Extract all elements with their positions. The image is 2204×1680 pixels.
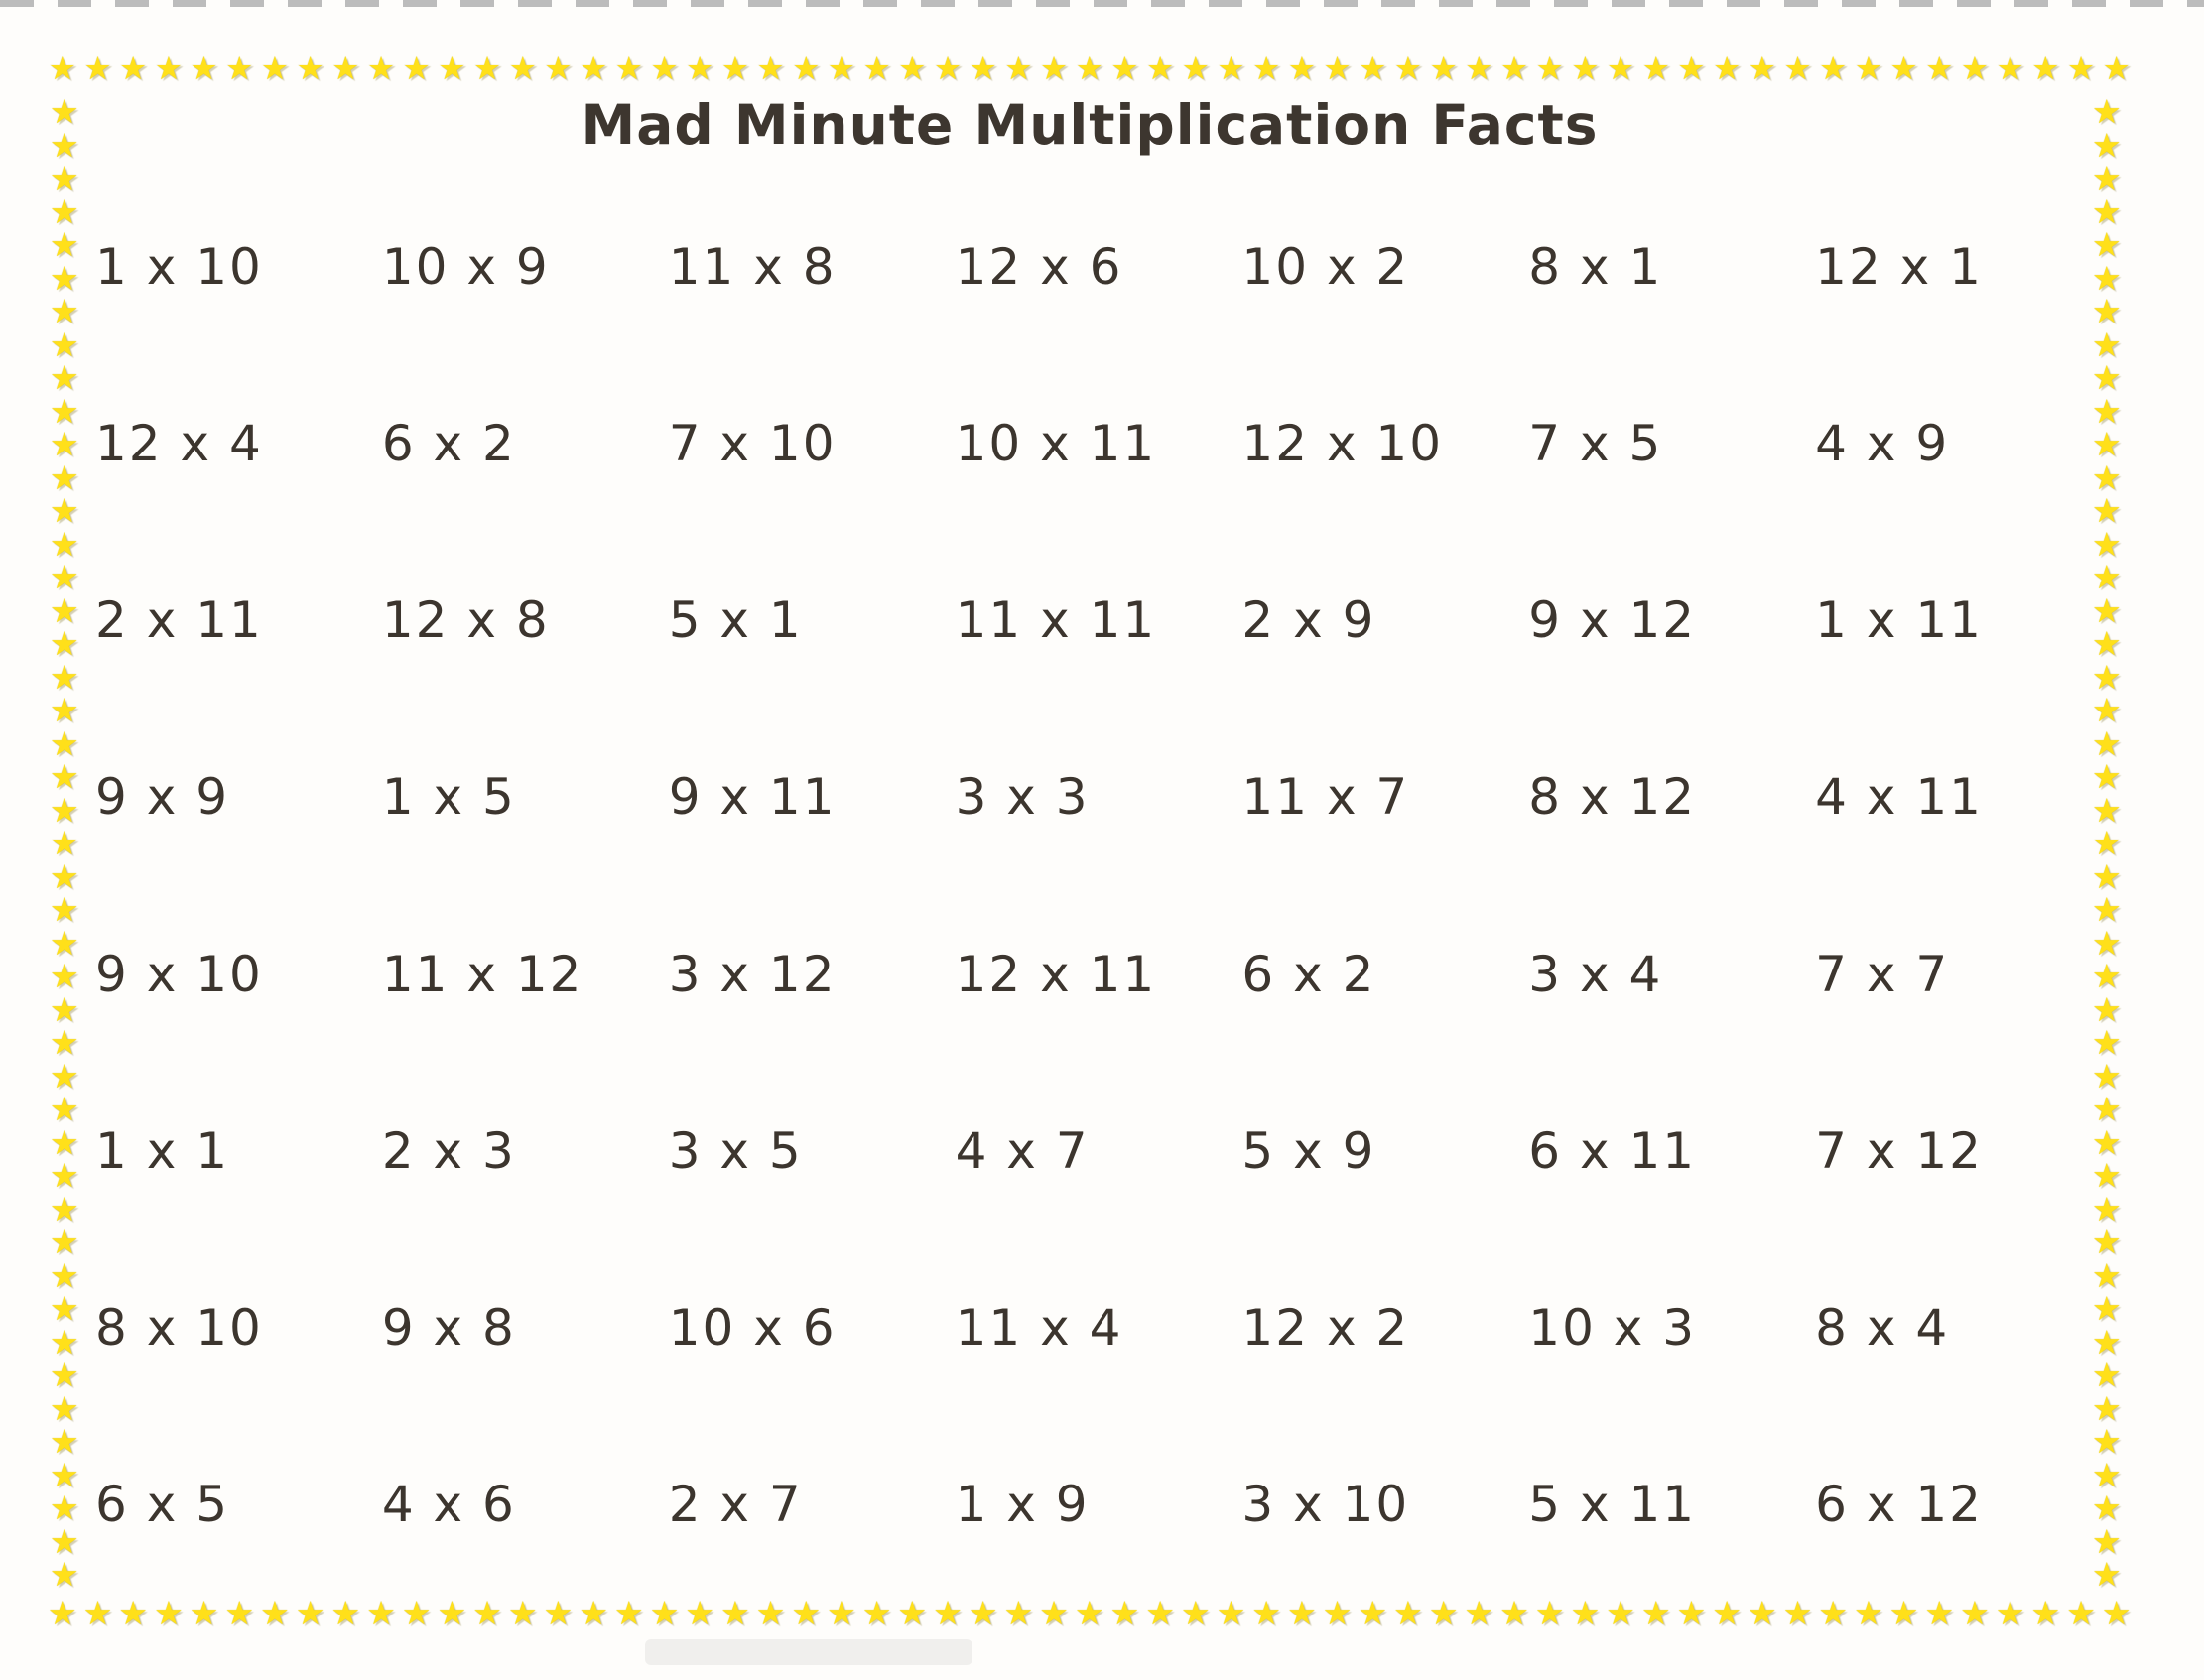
star-icon: ★ — [1358, 1594, 1388, 1632]
star-icon: ★ — [1039, 49, 1069, 87]
star-icon: ★ — [50, 1056, 79, 1096]
star-icon: ★ — [1854, 1594, 1883, 1632]
star-icon: ★ — [1924, 1594, 1955, 1632]
problem-cell: 3 x 5 — [668, 1121, 803, 1180]
star-icon: ★ — [1818, 49, 1848, 87]
star-icon: ★ — [861, 1594, 892, 1632]
star-icon: ★ — [2092, 358, 2122, 397]
problem-cell: 10 x 6 — [668, 1298, 837, 1357]
star-icon: ★ — [2092, 1189, 2122, 1228]
star-icon: ★ — [1322, 49, 1353, 87]
star-icon: ★ — [1570, 1594, 1601, 1632]
star-icon: ★ — [1782, 1594, 1813, 1632]
star-icon: ★ — [1995, 1594, 2025, 1632]
star-border-bottom — [48, 1594, 2132, 1634]
star-icon: ★ — [50, 324, 79, 364]
star-icon: ★ — [507, 49, 538, 87]
problem-cell: 9 x 8 — [381, 1298, 516, 1357]
problem-cell: 12 x 2 — [1241, 1298, 1410, 1357]
star-icon: ★ — [1782, 49, 1813, 87]
star-icon: ★ — [1181, 1594, 1211, 1632]
star-icon: ★ — [507, 1594, 538, 1632]
problem-cell: 4 x 9 — [1815, 415, 1950, 473]
problem-cell: 8 x 4 — [1815, 1298, 1950, 1357]
star-icon: ★ — [437, 1594, 467, 1632]
star-icon: ★ — [2092, 1521, 2122, 1561]
scan-artifact-top — [0, 0, 2204, 7]
problem-cell: 6 x 5 — [95, 1475, 229, 1533]
star-icon: ★ — [50, 225, 79, 264]
star-icon: ★ — [50, 590, 79, 630]
problem-cell: 12 x 10 — [1241, 415, 1444, 473]
star-icon: ★ — [2101, 1594, 2132, 1632]
star-icon: ★ — [50, 558, 79, 596]
problem-cell: 11 x 4 — [955, 1298, 1123, 1357]
star-icon: ★ — [401, 49, 432, 87]
problem-cell: 4 x 6 — [381, 1475, 516, 1533]
star-icon: ★ — [50, 1488, 79, 1527]
star-icon: ★ — [1428, 49, 1459, 87]
star-icon: ★ — [2092, 723, 2122, 763]
star-icon: ★ — [685, 49, 714, 87]
star-icon: ★ — [2092, 1255, 2122, 1295]
star-icon: ★ — [330, 49, 361, 87]
star-icon: ★ — [2092, 1090, 2122, 1128]
star-icon: ★ — [1322, 1594, 1353, 1632]
star-icon: ★ — [614, 1594, 644, 1632]
star-icon: ★ — [2092, 1322, 2122, 1361]
star-icon: ★ — [50, 1189, 79, 1228]
problem-cell: 1 x 1 — [95, 1121, 229, 1180]
problem-cell: 1 x 10 — [95, 238, 263, 297]
star-icon: ★ — [50, 1455, 79, 1494]
star-icon: ★ — [2092, 1023, 2122, 1062]
star-icon: ★ — [1464, 1594, 1494, 1632]
star-icon: ★ — [1109, 49, 1140, 87]
problems-grid — [95, 179, 2102, 1593]
problem-cell: 12 x 6 — [955, 238, 1123, 297]
star-icon: ★ — [897, 49, 928, 87]
star-icon: ★ — [1960, 49, 1990, 87]
star-icon: ★ — [50, 1255, 79, 1295]
star-icon: ★ — [1534, 49, 1565, 87]
star-icon: ★ — [1712, 1594, 1742, 1632]
problem-cell: 5 x 1 — [668, 591, 803, 650]
star-icon: ★ — [1818, 1594, 1848, 1632]
worksheet-frame — [48, 49, 2132, 1634]
star-icon: ★ — [366, 1594, 396, 1632]
problem-cell: 3 x 10 — [1241, 1475, 1410, 1533]
star-icon: ★ — [50, 824, 79, 862]
star-icon: ★ — [2092, 923, 2122, 963]
problem-cell: 7 x 5 — [1528, 415, 1663, 473]
problem-cell: 5 x 11 — [1528, 1475, 1697, 1533]
star-icon: ★ — [50, 1289, 79, 1328]
problem-cell: 1 x 5 — [381, 768, 516, 827]
problem-cell: 8 x 10 — [95, 1298, 263, 1357]
scan-smudge — [645, 1639, 972, 1665]
star-icon: ★ — [1251, 1594, 1281, 1632]
star-icon: ★ — [933, 1594, 963, 1632]
star-icon: ★ — [50, 391, 79, 431]
problem-cell: 1 x 9 — [955, 1475, 1090, 1533]
star-icon: ★ — [1570, 49, 1601, 87]
star-icon: ★ — [2092, 1223, 2122, 1261]
star-icon: ★ — [579, 1594, 608, 1632]
star-icon: ★ — [50, 1521, 79, 1561]
star-icon: ★ — [1534, 1594, 1565, 1632]
problem-cell: 7 x 12 — [1815, 1121, 1983, 1180]
star-icon: ★ — [82, 49, 113, 87]
problem-cell: 3 x 4 — [1528, 945, 1663, 1003]
star-icon: ★ — [2092, 824, 2122, 862]
star-icon: ★ — [2092, 324, 2122, 364]
star-icon: ★ — [2092, 989, 2122, 1029]
star-icon: ★ — [48, 49, 77, 87]
star-icon: ★ — [791, 1594, 822, 1632]
problem-cell: 8 x 1 — [1528, 238, 1663, 297]
star-icon: ★ — [1676, 1594, 1707, 1632]
star-icon: ★ — [1039, 1594, 1069, 1632]
page-title: Mad Minute Multiplication Facts — [581, 93, 1599, 157]
star-icon: ★ — [1074, 49, 1104, 87]
problem-cell: 10 x 11 — [955, 415, 1157, 473]
star-icon: ★ — [50, 192, 79, 231]
star-icon: ★ — [827, 49, 856, 87]
problem-cell: 12 x 4 — [95, 415, 263, 473]
star-icon: ★ — [118, 49, 148, 87]
star-icon: ★ — [2092, 524, 2122, 564]
star-icon: ★ — [2092, 1356, 2122, 1394]
star-icon: ★ — [2092, 92, 2122, 131]
star-icon: ★ — [2092, 558, 2122, 596]
star-icon: ★ — [472, 1594, 502, 1632]
star-icon: ★ — [50, 624, 79, 663]
star-icon: ★ — [1287, 1594, 1317, 1632]
star-icon: ★ — [50, 159, 79, 197]
problem-cell: 12 x 1 — [1815, 238, 1983, 297]
star-icon: ★ — [2092, 890, 2122, 929]
problem-cell: 2 x 3 — [381, 1121, 516, 1180]
star-icon: ★ — [1003, 49, 1034, 87]
star-icon: ★ — [1748, 49, 1777, 87]
star-icon: ★ — [50, 1023, 79, 1062]
star-icon: ★ — [2092, 1156, 2122, 1195]
star-icon: ★ — [50, 1223, 79, 1261]
star-icon: ★ — [543, 49, 574, 87]
star-icon: ★ — [189, 1594, 219, 1632]
problem-cell: 2 x 11 — [95, 591, 263, 650]
problem-cell: 11 x 12 — [381, 945, 583, 1003]
star-icon: ★ — [1712, 49, 1742, 87]
star-icon: ★ — [2092, 590, 2122, 630]
star-icon: ★ — [260, 49, 290, 87]
star-icon: ★ — [543, 1594, 574, 1632]
star-icon: ★ — [189, 49, 219, 87]
star-icon: ★ — [968, 49, 998, 87]
star-icon: ★ — [968, 1594, 998, 1632]
star-icon: ★ — [48, 1594, 77, 1632]
star-icon: ★ — [2092, 1388, 2122, 1428]
problem-cell: 6 x 2 — [1241, 945, 1376, 1003]
star-icon: ★ — [755, 49, 786, 87]
star-icon: ★ — [827, 1594, 856, 1632]
star-icon: ★ — [154, 49, 184, 87]
problem-cell: 9 x 10 — [95, 945, 263, 1003]
star-icon: ★ — [1358, 49, 1388, 87]
star-icon: ★ — [2092, 1289, 2122, 1328]
star-icon: ★ — [2092, 258, 2122, 298]
star-icon: ★ — [2092, 192, 2122, 231]
star-icon: ★ — [685, 1594, 714, 1632]
problem-cell: 10 x 2 — [1241, 238, 1410, 297]
star-icon: ★ — [50, 491, 79, 530]
star-icon: ★ — [2092, 1455, 2122, 1494]
star-icon: ★ — [50, 358, 79, 397]
star-icon: ★ — [118, 1594, 148, 1632]
star-icon: ★ — [1748, 1594, 1777, 1632]
problem-cell: 5 x 9 — [1241, 1121, 1376, 1180]
problem-cell: 2 x 7 — [668, 1475, 803, 1533]
star-icon: ★ — [720, 1594, 750, 1632]
star-icon: ★ — [2092, 957, 2122, 995]
problem-cell: 11 x 11 — [955, 591, 1157, 650]
star-icon: ★ — [1499, 49, 1529, 87]
problem-cell: 6 x 12 — [1815, 1475, 1983, 1533]
star-icon: ★ — [50, 856, 79, 896]
star-icon: ★ — [1145, 49, 1175, 87]
star-icon: ★ — [50, 957, 79, 995]
star-icon: ★ — [50, 790, 79, 830]
star-icon: ★ — [2092, 856, 2122, 896]
star-icon: ★ — [1003, 1594, 1034, 1632]
problem-cell: 8 x 12 — [1528, 768, 1697, 827]
star-icon: ★ — [50, 125, 79, 165]
star-icon: ★ — [1854, 49, 1883, 87]
star-icon: ★ — [260, 1594, 290, 1632]
star-icon: ★ — [2092, 790, 2122, 830]
star-icon: ★ — [1216, 1594, 1246, 1632]
star-icon: ★ — [614, 49, 644, 87]
star-icon: ★ — [1640, 49, 1671, 87]
star-icon: ★ — [2092, 425, 2122, 463]
problem-cell: 10 x 3 — [1528, 1298, 1697, 1357]
star-icon: ★ — [2092, 1488, 2122, 1527]
star-icon: ★ — [50, 1356, 79, 1394]
star-icon: ★ — [154, 1594, 184, 1632]
problem-cell: 10 x 9 — [381, 238, 550, 297]
star-icon: ★ — [2092, 159, 2122, 197]
problem-cell: 7 x 10 — [668, 415, 837, 473]
star-icon: ★ — [1074, 1594, 1104, 1632]
star-icon: ★ — [2092, 125, 2122, 165]
star-icon: ★ — [472, 49, 502, 87]
star-icon: ★ — [50, 1322, 79, 1361]
star-icon: ★ — [50, 1090, 79, 1128]
star-icon: ★ — [649, 1594, 680, 1632]
problem-cell: 3 x 12 — [668, 945, 837, 1003]
star-icon: ★ — [1393, 49, 1423, 87]
star-icon: ★ — [401, 1594, 432, 1632]
problem-cell: 1 x 11 — [1815, 591, 1983, 650]
problem-cell: 2 x 9 — [1241, 591, 1376, 650]
star-icon: ★ — [1888, 1594, 1919, 1632]
star-icon: ★ — [897, 1594, 928, 1632]
star-icon: ★ — [2092, 292, 2122, 330]
problem-cell: 3 x 3 — [955, 768, 1090, 827]
star-icon: ★ — [1606, 49, 1635, 87]
problem-cell: 6 x 11 — [1528, 1121, 1697, 1180]
star-icon: ★ — [2066, 49, 2096, 87]
star-icon: ★ — [2092, 1122, 2122, 1162]
star-icon: ★ — [2030, 1594, 2061, 1632]
star-icon: ★ — [2092, 1555, 2122, 1594]
star-icon: ★ — [2101, 49, 2132, 87]
problem-cell: 11 x 8 — [668, 238, 837, 297]
star-icon: ★ — [50, 989, 79, 1029]
star-icon: ★ — [50, 1555, 79, 1594]
star-icon: ★ — [50, 258, 79, 298]
star-icon: ★ — [50, 657, 79, 697]
star-icon: ★ — [2092, 225, 2122, 264]
star-icon: ★ — [50, 1388, 79, 1428]
problem-cell: 9 x 12 — [1528, 591, 1697, 650]
star-icon: ★ — [1109, 1594, 1140, 1632]
star-icon: ★ — [366, 49, 396, 87]
star-icon: ★ — [50, 1422, 79, 1461]
star-icon: ★ — [1251, 49, 1281, 87]
star-icon: ★ — [2066, 1594, 2096, 1632]
star-border-left — [50, 92, 87, 1594]
star-icon: ★ — [50, 757, 79, 796]
problem-cell: 6 x 2 — [381, 415, 516, 473]
star-icon: ★ — [2092, 491, 2122, 530]
star-icon: ★ — [295, 49, 325, 87]
problem-cell: 9 x 11 — [668, 768, 837, 827]
problem-cell: 7 x 7 — [1815, 945, 1950, 1003]
star-icon: ★ — [755, 1594, 786, 1632]
star-icon: ★ — [2092, 1422, 2122, 1461]
star-icon: ★ — [1960, 1594, 1990, 1632]
star-icon: ★ — [1287, 49, 1317, 87]
star-icon: ★ — [50, 425, 79, 463]
star-icon: ★ — [2092, 1056, 2122, 1096]
star-icon: ★ — [1145, 1594, 1175, 1632]
star-icon: ★ — [1216, 49, 1246, 87]
star-icon: ★ — [50, 691, 79, 729]
star-icon: ★ — [1606, 1594, 1635, 1632]
star-icon: ★ — [2092, 691, 2122, 729]
star-icon: ★ — [224, 1594, 255, 1632]
star-icon: ★ — [861, 49, 892, 87]
problem-cell: 4 x 7 — [955, 1121, 1090, 1180]
star-icon: ★ — [1499, 1594, 1529, 1632]
problem-cell: 11 x 7 — [1241, 768, 1410, 827]
problem-cell: 12 x 11 — [955, 945, 1157, 1003]
star-icon: ★ — [2092, 391, 2122, 431]
star-icon: ★ — [50, 723, 79, 763]
star-icon: ★ — [2092, 657, 2122, 697]
star-icon: ★ — [1888, 49, 1919, 87]
star-icon: ★ — [1464, 49, 1494, 87]
problem-cell: 9 x 9 — [95, 768, 229, 827]
star-icon: ★ — [50, 292, 79, 330]
star-icon: ★ — [649, 49, 680, 87]
problem-cell: 4 x 11 — [1815, 768, 1983, 827]
star-icon: ★ — [1181, 49, 1211, 87]
star-icon: ★ — [2030, 49, 2061, 87]
star-icon: ★ — [1640, 1594, 1671, 1632]
star-icon: ★ — [50, 1156, 79, 1195]
star-icon: ★ — [50, 524, 79, 564]
star-icon: ★ — [933, 49, 963, 87]
star-icon: ★ — [1393, 1594, 1423, 1632]
star-icon: ★ — [330, 1594, 361, 1632]
star-icon: ★ — [82, 1594, 113, 1632]
star-icon: ★ — [1428, 1594, 1459, 1632]
star-icon: ★ — [1995, 49, 2025, 87]
star-icon: ★ — [2092, 624, 2122, 663]
star-icon: ★ — [437, 49, 467, 87]
star-icon: ★ — [224, 49, 255, 87]
star-icon: ★ — [1676, 49, 1707, 87]
star-icon: ★ — [50, 92, 79, 131]
star-icon: ★ — [50, 1122, 79, 1162]
star-icon: ★ — [791, 49, 822, 87]
star-icon: ★ — [50, 923, 79, 963]
star-border-top — [48, 49, 2132, 89]
star-icon: ★ — [295, 1594, 325, 1632]
star-icon: ★ — [720, 49, 750, 87]
star-icon: ★ — [2092, 757, 2122, 796]
problem-cell: 12 x 8 — [381, 591, 550, 650]
star-icon: ★ — [2092, 457, 2122, 497]
star-icon: ★ — [579, 49, 608, 87]
star-icon: ★ — [50, 890, 79, 929]
star-icon: ★ — [50, 457, 79, 497]
star-icon: ★ — [1924, 49, 1955, 87]
